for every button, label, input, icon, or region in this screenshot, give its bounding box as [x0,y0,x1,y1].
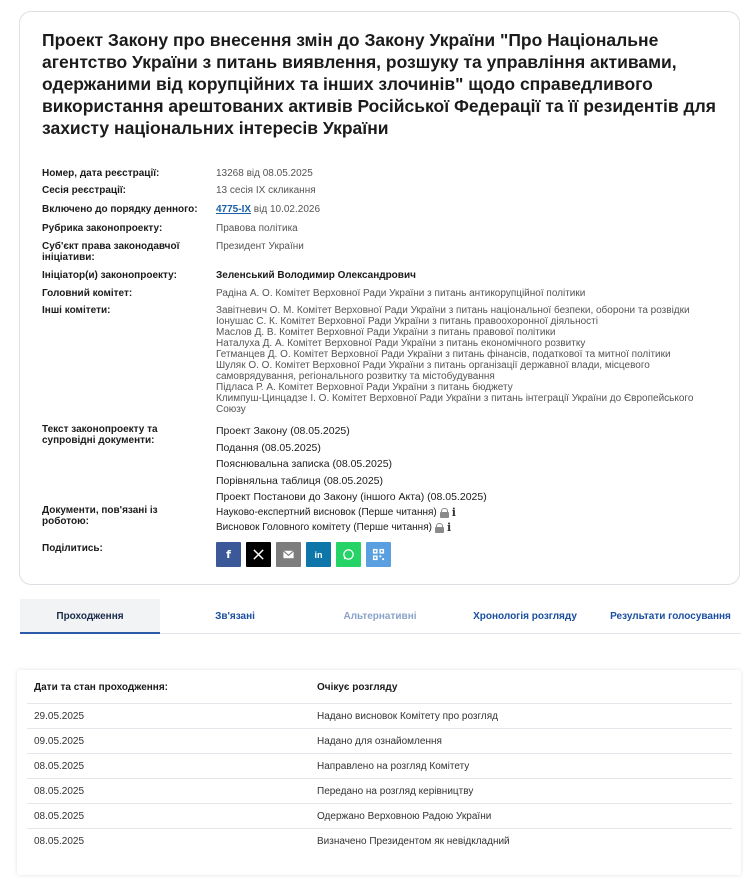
whatsapp-icon [342,548,355,561]
field-label: Сесія реєстрації: [42,185,126,196]
field-label: Документи, пов'язані із роботою: [42,505,158,527]
progress-table [17,670,741,875]
row-date: 29.05.2025 [34,711,85,722]
row-status: Надано висновок Комітету про розгляд [317,711,499,722]
tab-alternative[interactable]: Альтернативні [343,611,417,622]
field-label: Інші комітети: [42,305,111,316]
email-icon [282,548,295,561]
field-label: Ініціатор(и) законопроекту: [42,270,177,281]
field-label: Номер, дата реєстрації: [42,168,160,179]
info-icon[interactable]: i [446,521,452,534]
row-date: 08.05.2025 [34,811,85,822]
related-doc-label: Висновок Головного комітету (Перше читання) [216,522,432,533]
row-date: 08.05.2025 [34,761,85,772]
related-doc-label: Науково-експертний висновок (Перше читання) [216,507,437,518]
field-value: 13 сесія IX скликання [216,185,316,196]
info-icon[interactable]: i [451,506,456,519]
row-date: 08.05.2025 [34,786,85,797]
field-value: Радіна А. О. Комітет Верховної Ради України з питань антикорупційної політики [216,288,586,299]
linkedin-icon: in [314,549,323,560]
committee-item: Завітневич О. М. Комітет Верховної Ради України з питань національної безпеки, оборони та розвідки [216,305,690,316]
doc-link[interactable]: Подання (08.05.2025) [216,441,321,454]
tab-chronology[interactable]: Хронологія розгляду [473,611,577,622]
committee-item: Наталуха Д. А. Комітет Верховної Ради України з питань економічного розвитку [216,338,586,349]
field-label: Текст законопроекту та супровідні документи: [42,424,158,446]
linkedin-share-button[interactable] [306,542,331,567]
row-status: Одержано Верховною Радою України [317,811,492,822]
table-row [27,778,732,803]
tab-voting-results[interactable]: Результати голосування [610,611,731,622]
row-status: Надано для ознайомлення [317,736,442,747]
doc-link[interactable]: Порівняльна таблиця (08.05.2025) [216,474,384,487]
committee-item: Маслов Д. В. Комітет Верховної Ради України з питань правової політики [216,327,556,338]
row-date: 08.05.2025 [34,836,85,847]
row-status: Направлено на розгляд Комітету [317,761,470,772]
qr-code-button[interactable] [366,542,391,567]
table-row [27,803,732,828]
facebook-icon: f [226,548,231,561]
table-row [27,753,732,778]
related-doc[interactable] [216,505,716,520]
committee-item: Гетманцев Д. О. Комітет Верховної Ради України з питань фінансів, податкової та митної політики [216,349,671,360]
field-label: Головний комітет: [42,288,133,299]
doc-link[interactable]: Проект Закону (08.05.2025) [216,425,350,437]
tab-progress[interactable]: Проходження [20,599,160,634]
tab-bar [20,599,741,634]
tab-related[interactable]: Зв'язані [215,611,255,622]
table-header-status: Очікує розгляду [317,682,398,693]
field-label: Поділитись: [42,543,103,554]
committee-item: Іонушас С. К. Комітет Верховної Ради України з питань правоохоронної діяльності [216,316,598,327]
table-header-dates: Дати та стан проходження: [34,682,168,693]
agenda-date: від 10.02.2026 [251,204,321,215]
table-row [27,728,732,753]
doc-link[interactable]: Проект Постанови до Закону (іншого Акта) (08.05.2025) [216,491,487,503]
related-doc[interactable] [216,520,716,535]
row-status: Визначено Президентом як невідкладний [317,836,510,847]
facebook-share-button[interactable] [216,542,241,567]
whatsapp-share-button[interactable] [336,542,361,567]
committee-item: Климпуш-Цинцадзе І. О. Комітет Верховної Ради України з питань інтеграції України до Європейського [216,393,694,404]
field-value: 13268 від 08.05.2025 [216,168,313,179]
related-list [216,505,716,535]
doc-link[interactable]: Пояснювальна записка (08.05.2025) [216,458,393,470]
field-value: Зеленський Володимир Олександрович [216,270,416,281]
bill-card [19,11,740,585]
committee-item: Підласа Р. А. Комітет Верховної Ради України з питань бюджету [216,382,513,393]
table-row [27,828,732,853]
field-value: Правова політика [216,223,298,234]
field-value [216,204,716,215]
lock-icon [440,508,449,517]
committee-item: Шуляк О. О. Комітет Верховної Ради України з питань організації державної влади, місцевого [216,360,650,371]
field-value: Президент України [216,241,304,252]
committee-item: самоврядування, регіонального розвитку та містобудування [216,371,495,382]
x-share-button[interactable] [246,542,271,567]
row-status: Передано на розгляд керівництву [317,786,474,797]
bill-title: Проект Закону про внесення змін до Закону України "Про Національне агентство України з питань виявлення, розшуку та управління активами, одержаними від корупційних та інших злочинів" щодо справедливого використання арештованих активів Російської Федерації та її резидентів для захисту національних інтересів України [42,30,716,138]
qr-code-icon [372,548,385,561]
other-committees-list [216,305,716,415]
committee-item: Союзу [216,404,246,415]
field-label: Суб'єкт права законодавчої ініціативи: [42,241,180,263]
x-icon [252,548,265,561]
table-row [27,703,732,728]
field-label: Рубрика законопроекту: [42,223,163,234]
row-date: 09.05.2025 [34,736,85,747]
docs-list [216,423,716,506]
email-share-button[interactable] [276,542,301,567]
share-buttons [216,542,391,567]
field-label: Включено до порядку денного: [42,204,198,215]
agenda-link[interactable]: 4775-IX [216,204,252,215]
lock-icon [435,523,444,532]
